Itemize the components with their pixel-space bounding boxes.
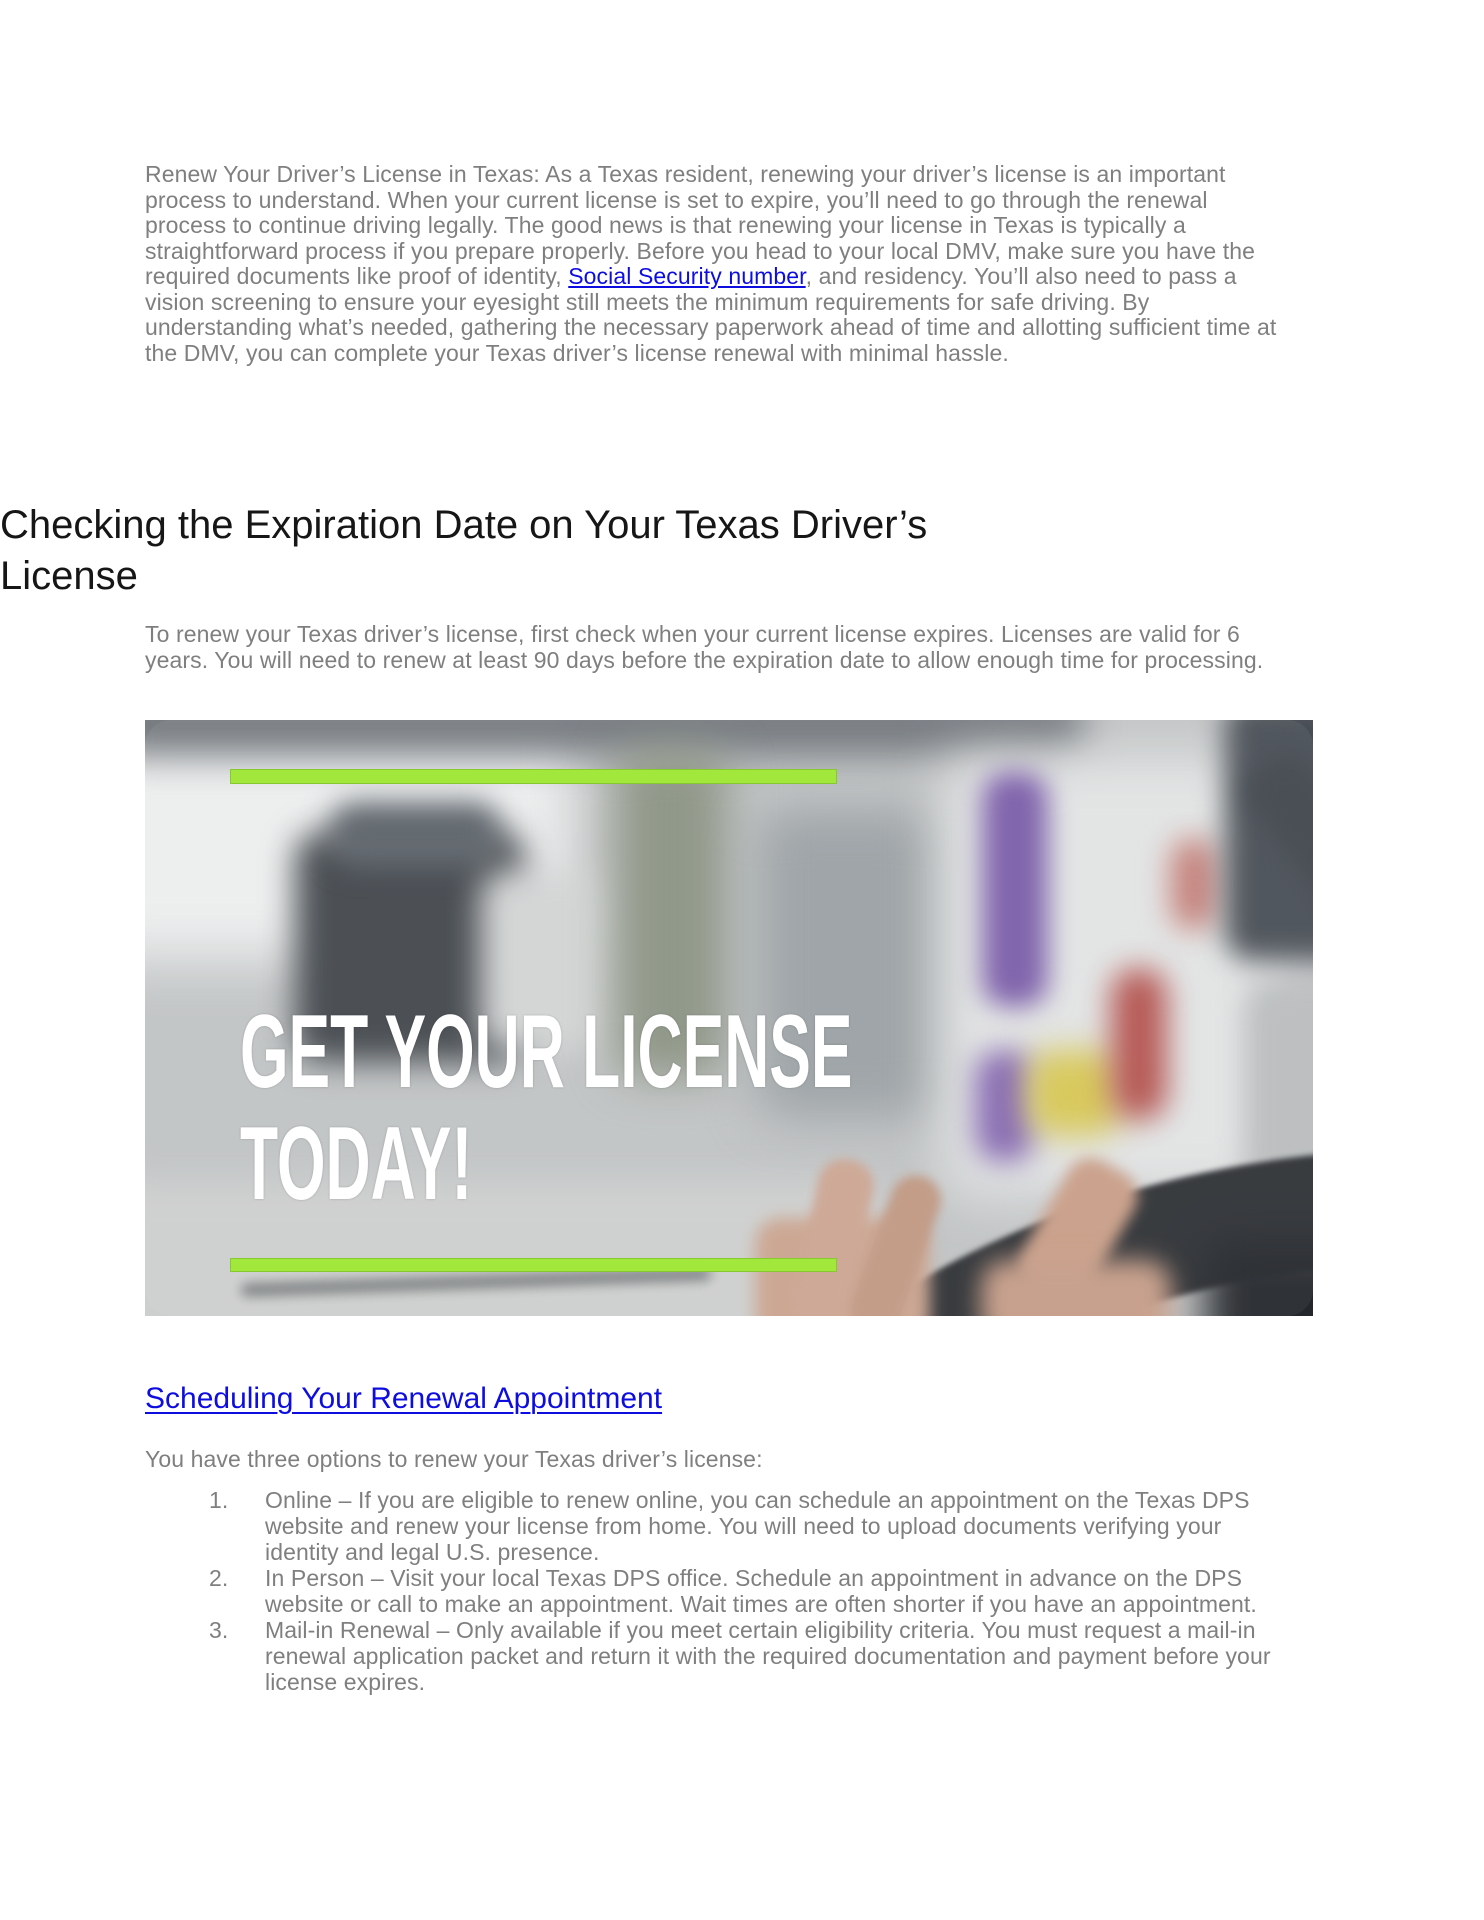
list-item-number: 3.: [209, 1617, 229, 1643]
list-item: [145, 1617, 1295, 1695]
hero-headline-line1: GET YOUR LICENSE: [240, 994, 853, 1110]
list-item-number: 2.: [209, 1565, 229, 1591]
list-item-text: In Person – Visit your local Texas DPS office. Schedule an appointment in advance on the DPS website or call to make an appointment. Wait times are often shorter if you have an appointment.: [265, 1565, 1257, 1617]
social-security-number-link[interactable]: Social Security number: [568, 263, 806, 289]
green-accent-bar-bottom: [230, 1258, 837, 1272]
expiration-paragraph: To renew your Texas driver’s license, first check when your current license expires. Licenses are valid for 6 years. You will need to renew at least 90 days before the expiration date to allow enough time for processing.: [145, 621, 1264, 673]
green-accent-bar-top: [230, 769, 837, 784]
intro-paragraph: [145, 162, 1295, 366]
list-item-text: Mail-in Renewal – Only available if you meet certain eligibility criteria. You must request a mail-in renewal application packet and return it with the required documentation and payment before your license expires.: [265, 1617, 1271, 1695]
intro-text-before: Renew Your Driver’s License in Texas: As a Texas resident, renewing your driver’s license is an important process to understand. When your current license is set to expire, you’ll need to go through the renewal process to continue driving legally. The good news is that renewing your license in Texas is typically a straightforward process if you prepare properly. Before you head to your local DMV, make sure you have the required documents like proof of identity,: [145, 161, 1256, 289]
list-item-number: 1.: [209, 1487, 229, 1513]
options-intro-paragraph: You have three options to renew your Texas driver’s license:: [145, 1446, 763, 1472]
renewal-options-list: [145, 1487, 1295, 1695]
hero-headline-line2: TODAY!: [240, 1106, 473, 1222]
list-item: [145, 1487, 1295, 1565]
list-item-text: Online – If you are eligible to renew online, you can schedule an appointment on the Texas DPS website and renew your license from home. You will need to upload documents verifying your identity and legal U.S. presence.: [265, 1487, 1250, 1565]
hero-image: [145, 720, 1313, 1316]
list-item: [145, 1565, 1295, 1617]
scheduling-appointment-heading-link[interactable]: Scheduling Your Renewal Appointment: [145, 1381, 663, 1415]
section-heading-expiration-date: Checking the Expiration Date on Your Texas Driver’s License: [0, 502, 928, 598]
intro-text-after: , and residency. You’ll also need to pass a vision screening to ensure your eyesight still meets the minimum requirements for safe driving. By understanding what’s needed, gathering the necessary paperwork ahead of time and allotting sufficient time at the DMV, you can complete your Texas driver’s license renewal with minimal hassle.: [145, 263, 1277, 366]
